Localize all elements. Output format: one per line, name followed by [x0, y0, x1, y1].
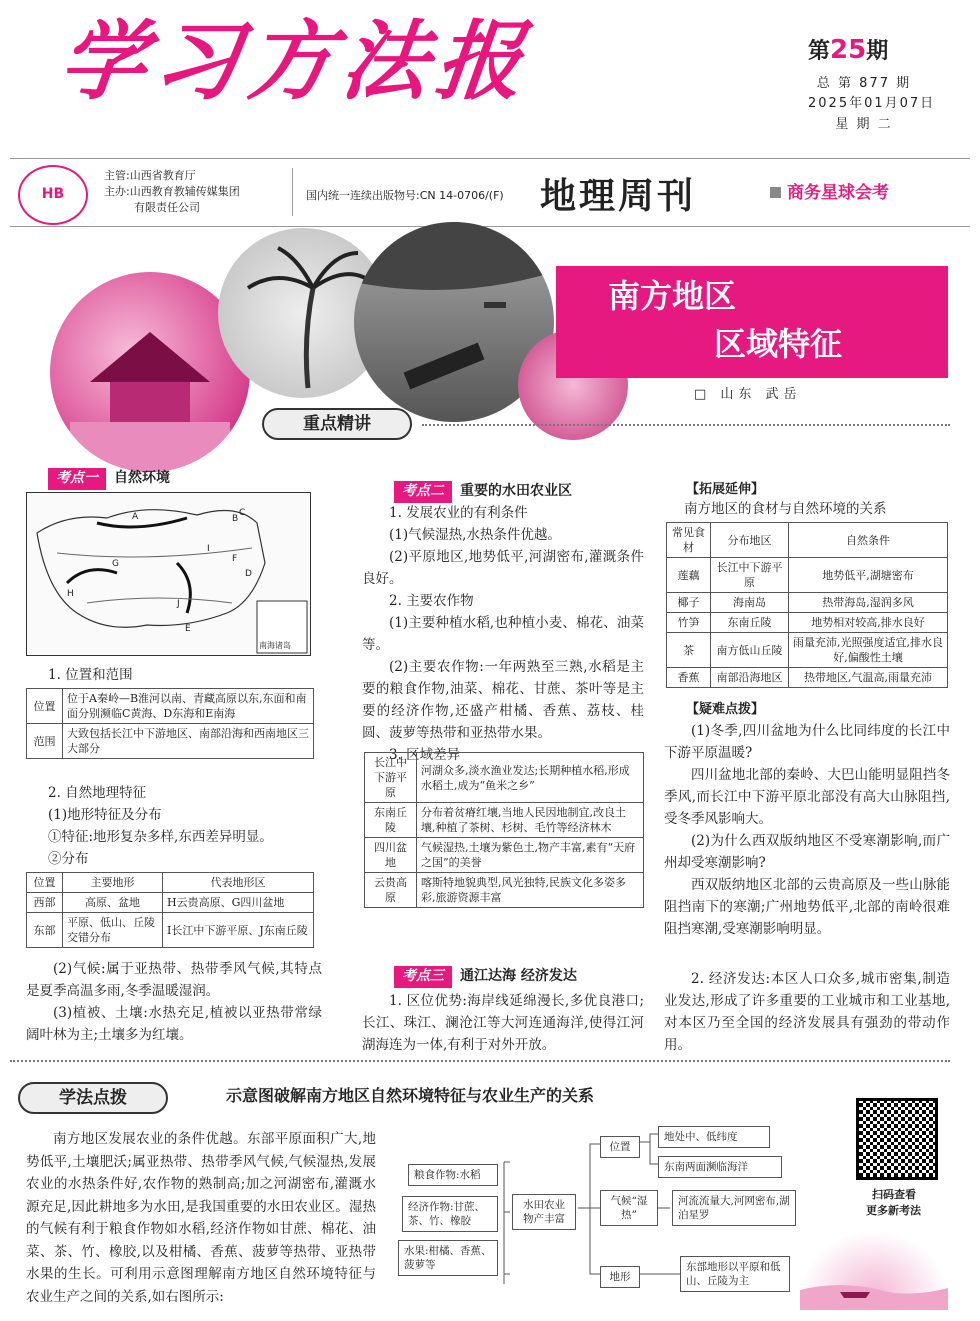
qa-body: (1)冬季,四川盆地为什么比同纬度的长江中下游平原温暖? 四川盆地北部的秦岭、大巴山能明显阻挡冬季风,而长江中下游平原北部没有高大山脉阻挡,受冬季风影响大。 (2)为什么西双版纳地区不受寒潮影响,而广州却受寒潮影响? 西双版纳地区北部的云贵高原及一些山脉能阻挡南下的寒潮;广州地势低平,北部的南岭很难阻挡寒潮,受寒潮影响明显。 — [664, 723, 950, 937]
table-row: 东部 平原、低山、丘陵交错分布 I长江中下游平原、J东南丘陵 — [27, 913, 314, 948]
table-row: 位置 位于A秦岭—B淮河以南、青藏高原以东,东面和南面分别濒临C黄海、D东海和E南海 — [27, 689, 314, 724]
section-label-key-points: 重点精讲 — [262, 408, 412, 440]
diagram-grain: 粮食作物:水稻 — [408, 1164, 498, 1186]
sponsor-2: 有限责任公司 — [134, 201, 200, 214]
square-icon — [770, 187, 781, 198]
kp2-body: 1. 发展农业的有利条件 (1)气候湿热,水热条件优越。 (2)平原地区,地势低平,河湖密布,灌溉条件良好。 2. 主要农作物 (1)主要种植水稻,也种植小麦、棉花、油菜等。 (2)主要农作物:一年两熟至三熟,水稻是主要的粮食作物,油菜、棉花、甘蔗、茶叶等是主要的经济作物,还盛产柑橘、香蕉、荔枝、桂圆、菠萝等热带和亚热带水果。 3. 区域差异 — [362, 505, 644, 763]
divider — [10, 1060, 950, 1062]
divider — [292, 168, 293, 216]
kp1-heading: 考点一 自然环境 — [48, 468, 170, 490]
table-row: 茶 南方低山丘陵 雨量充沛,光照强度适宜,排水良好,偏酸性土壤 — [667, 633, 948, 668]
kp2-heading: 考点二 重要的水田农业区 — [394, 481, 572, 503]
kp1-s1: 1. 位置和范围 — [48, 667, 133, 683]
map-label-e: E — [185, 624, 191, 634]
author: □ 山东 武岳 — [694, 387, 802, 402]
qr-code-icon[interactable] — [856, 1098, 938, 1180]
extension-title: 【拓展延伸】 — [686, 482, 765, 497]
qr-caption-2: 更多新考法 — [866, 1204, 921, 1217]
diagram-terrain: 地形 — [600, 1266, 640, 1288]
feature-title-line2: 区域特征 — [714, 325, 843, 363]
map-label-g: G — [112, 559, 119, 569]
terrain-table — [26, 872, 314, 948]
table-row: 四川盆地 气候湿热,土壤为紫色土,物产丰富,素有“天府之国”的美誉 — [365, 838, 644, 873]
boat-icon — [800, 1230, 948, 1310]
kp3-p1: 1. 区位优势:海岸线延绵漫长,多优良港口;长江、珠江、澜沧江等大河连通海洋,使得江河湖海连为一体,有利于对外开放。 — [362, 993, 644, 1053]
map-outline-icon — [27, 493, 310, 655]
divider — [422, 424, 950, 426]
map-label-i: I — [207, 544, 210, 554]
issue-weekday: 星 期 二 — [835, 116, 893, 132]
feature-title-banner — [556, 266, 948, 378]
map-label-b: B — [232, 514, 239, 524]
map-label-d: D — [245, 569, 252, 579]
diagram-loc-1: 地处中、低纬度 — [658, 1126, 770, 1148]
map-label-j: J — [177, 599, 180, 609]
region-table — [364, 752, 644, 908]
newspaper-logo: HB — [18, 165, 88, 225]
table-row: 香蕉 南部沿海地区 热带地区,气温高,雨量充沛 — [667, 668, 948, 688]
table-row: 范围 大致包括长江中下游地区、南部沿海和西南地区三大部分 — [27, 724, 314, 759]
table-header: 位置 主要地形 代表地形区 — [27, 873, 314, 893]
masthead-title: 学习方法报 — [54, 11, 536, 112]
supervisor: 主管:山西省教育厅 — [104, 169, 196, 182]
qa-title: 【疑难点拨】 — [686, 702, 765, 717]
kp3-heading: 考点三 通江达海 经济发达 — [394, 966, 577, 988]
south-china-map — [26, 492, 311, 656]
sponsor: 主办:山西教育教辅传媒集团 — [104, 185, 240, 198]
diagram-location: 位置 — [600, 1136, 640, 1158]
feature-title-line1: 南方地区 — [608, 277, 737, 315]
diagram-loc-2: 东南两面濒临海洋 — [658, 1156, 782, 1178]
table-row: 东南丘陵 分布着贫瘠红壤,当地人民因地制宜,改良土壤,种植了茶树、杉树、毛竹等经济林木 — [365, 803, 644, 838]
map-label-f: F — [232, 554, 238, 564]
diagram-climate-detail: 河流流量大,河网密布,湖泊星罗 — [672, 1190, 796, 1226]
extension-subtitle: 南方地区的食材与自然环境的关系 — [684, 501, 887, 517]
map-label-south-sea: 南海诸岛 — [259, 641, 291, 650]
kp1-climate: (2)气候:属于亚热带、热带季风气候,其特点是夏季高温多雨,冬季温暖湿润。 — [26, 961, 322, 999]
map-label-a: A — [132, 512, 139, 522]
diagram-terrain-detail: 东部地形以平原和低山、丘陵为主 — [680, 1256, 790, 1292]
table-row: 椰子 海南岛 热带海岛,湿润多风 — [667, 593, 948, 613]
issue-date: 2025年01月07日 — [808, 96, 936, 112]
map-label-c: C — [239, 508, 246, 518]
table-row: 莲藕 长江中下游平原 地势低平,湖塘密布 — [667, 558, 948, 593]
method-body: 南方地区发展农业的条件优越。东部平原面积广大,地势低平,土壤肥沃;属亚热带、热带季风气候,气候湿热,发展农业的水热条件好,农作物的熟制高;加之河湖密布,灌溉水源充足,因此耕地多为水田,是我国重要的水田农业区。湿热的气候有利于粮食作物如水稻,经济作物如甘蔗、棉花、油菜、茶、竹、橡胶,以及柑橘、香蕉、菠萝等热带、亚热带水果的生长。可利用示意图理解南方地区自然环境特征与农业生产之间的关系,如右图所示: — [26, 1131, 376, 1305]
edition-name: 商务星球会考 — [770, 180, 889, 206]
food-table — [666, 522, 948, 688]
serial-number: 国内统一连续出版物号:CN 14-0706/(F) — [306, 189, 504, 202]
kp1-vegetation: (3)植被、土壤:水热充足,植被以亚热带常绿阔叶林为主;土壤多为红壤。 — [26, 1005, 322, 1043]
table-row: 云贵高原 喀斯特地貌典型,风光独特,民族文化多姿多彩,旅游资源丰富 — [365, 873, 644, 908]
decorative-boat-image — [800, 1230, 948, 1310]
divider — [10, 226, 970, 227]
table-row: 竹笋 东南丘陵 地势相对较高,排水良好 — [667, 613, 948, 633]
table-header: 常见食材 分布地区 自然条件 — [667, 523, 948, 558]
qr-caption-1: 扫码查看 — [872, 1188, 916, 1201]
divider — [10, 158, 970, 159]
method-title: 示意图破解南方地区自然环境特征与农业生产的关系 — [226, 1086, 595, 1105]
diagram-fruit: 水果:柑橘、香蕉、菠萝等 — [398, 1240, 498, 1276]
total-issue: 总 第 877 期 — [816, 76, 912, 92]
map-label-h: H — [67, 589, 74, 599]
section-label-method: 学法点拨 — [18, 1082, 168, 1114]
issue-info — [808, 30, 936, 135]
diagram-climate: 气候“湿热” — [600, 1190, 658, 1226]
table-row: 西部 高原、盆地 H云贵高原、G四川盆地 — [27, 893, 314, 913]
position-table — [26, 688, 314, 759]
diagram-center: 水田农业物产丰富 — [512, 1194, 576, 1230]
kp1-s2: 2. 自然地理特征 (1)地形特征及分布 ①特征:地形复杂多样,东西差异明显。 ②分布 — [48, 785, 273, 867]
diagram-cash-crops: 经济作物:甘蔗、茶、竹、橡胶 — [402, 1196, 498, 1232]
kp3-p2: 2. 经济发达:本区人口众多,城市密集,制造业发达,形成了许多重要的工业城市和工业基地,对本区乃至全国的经济发展具有强劲的带动作用。 — [664, 971, 950, 1053]
publisher-info — [104, 168, 240, 216]
weekly-title: 地理周刊 — [540, 176, 697, 217]
table-row: 长江中下游平原 河湖众多,淡水渔业发达;长期种植水稻,形成水稻土,成为“鱼米之乡” — [365, 753, 644, 803]
issue-number: 第25期 — [808, 35, 889, 65]
